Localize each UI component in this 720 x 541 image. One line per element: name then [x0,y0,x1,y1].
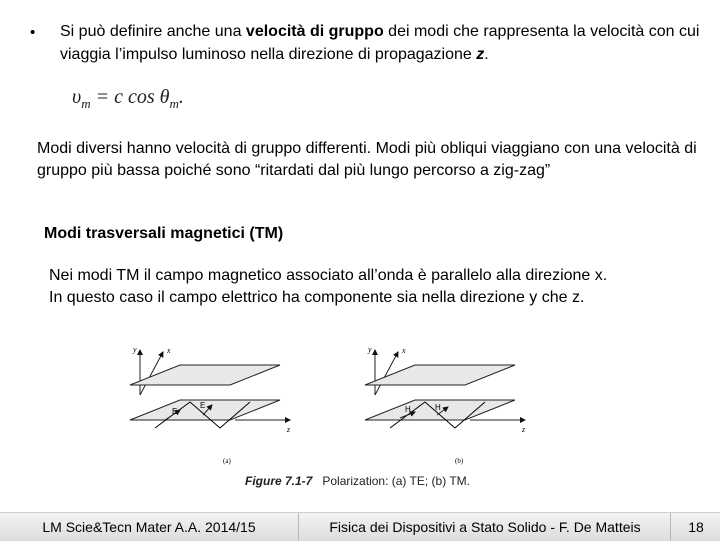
label-z-right: z [522,425,526,434]
formula-end: . [178,86,184,108]
page-number: 18 [688,519,704,535]
label-x-left: x [167,346,171,355]
footer-title: Fisica dei Dispositivi a Stato Solido - F. De Matteis [300,513,671,541]
label-y-right: y [368,345,372,354]
diagram-tm [365,350,525,428]
p1-bold: velocità di gruppo [245,23,384,40]
paragraph-group-velocity [60,20,700,66]
p3-line2: In questo caso il campo elettrico ha componente sia nella direzione y che z. [49,289,585,306]
diagram-te [130,350,290,428]
p3-line1: Nei modi TM il campo magnetico associato all’onda è parallelo alla direzione x. [49,267,608,284]
paragraph-modes: Modi diversi hanno velocità di gruppo differenti. Modi più obliqui viaggiano con una velocità di gruppo più bassa poiché sono “ritardati dal più lungo percorso a zig-zag” [37,140,697,179]
section-heading-tm: Modi trasversali magnetici (TM) [44,225,284,242]
formula-lhs: υ [72,86,82,108]
footer-bar [0,512,720,541]
label-e-b: E [200,401,206,410]
label-h-a: H [405,405,411,414]
p1-text-before: Si può definire anche una [60,23,246,40]
formula-lhs-sub: m [81,96,91,111]
formula-rhs: = c cos θ [95,86,170,108]
label-x-right: x [402,346,406,355]
group-velocity-formula [72,86,184,112]
paragraph-tm [49,265,699,309]
sublabel-a: (a) [223,457,231,465]
caption-bold: Figure 7.1-7 [245,474,313,488]
caption-text: Polarization: (a) TE; (b) TM. [322,474,470,488]
label-e-a: E [172,407,178,416]
footer-course: LM Scie&Tecn Mater A.A. 2014/15 [0,513,299,541]
figure-caption [245,474,470,488]
formula-rhs-sub: m [169,96,179,111]
p1-var-z: z [476,46,485,63]
label-h-b: H [435,403,441,412]
p1-end: . [484,46,489,63]
p1-text-after: dei modi che rappresenta la velocità con cui viaggia l’impulso luminoso nella direzione di propagazione [60,23,700,63]
sublabel-b: (b) [455,457,464,465]
bullet: • [30,24,36,41]
top-plate-right [365,365,515,385]
top-plate-left [130,365,280,385]
label-y-left: y [133,345,137,354]
label-z-left: z [287,425,291,434]
